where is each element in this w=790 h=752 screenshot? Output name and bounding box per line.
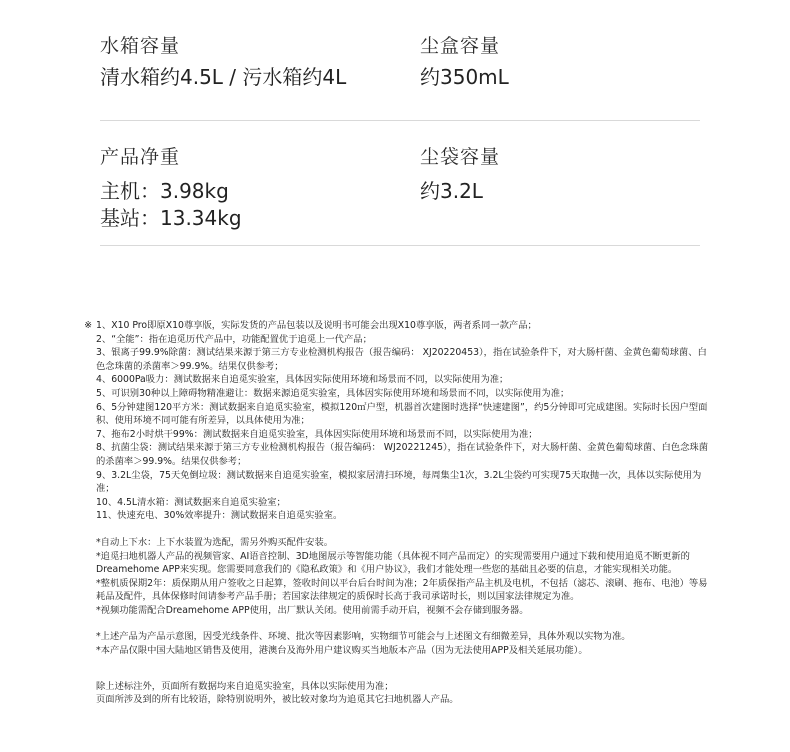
spec-label: 尘盒容量 — [420, 35, 501, 57]
note-item: *整机质保期2年：质保期从用户签收之日起算，签收时间以平台后台时间为准；2年质保指产品主机及电机，不包括（滤芯、滚刷、拖布、电池）等易耗品及配件，具体保修时间请参考产品手册；若国家法律规定的质保时长高于我司承诺时长，则以国家法律规定为准。 — [96, 577, 708, 603]
note-item: 8、抗菌尘袋：测试结果来源于第三方专业检测机构报告（报告编码： WJ20221245），指在试验条件下，对大肠杆菌、金黄色葡萄球菌、白色念珠菌的杀菌率＞99.9%。结果仅供参考； — [96, 442, 708, 467]
footer-line: 除上述标注外，页面所有数据均来自追觅实验室，具体以实际使用为准； — [96, 680, 394, 692]
note-item: *上述产品为产品示意图，因受光线条件、环境、批次等因素影响，实物细节可能会与上述图文有细微差异，具体外观以实物为准。 — [96, 631, 631, 643]
divider — [100, 120, 700, 121]
note-item: 7、拖布2小时烘干99%：测试数据来自追觅实验室，具体因实际使用环境和场景而不同，以实际使用为准； — [96, 428, 538, 440]
divider — [100, 245, 700, 246]
spec-dust-bag — [420, 145, 500, 205]
spec-water-tank — [100, 34, 346, 90]
spec-net-weight — [100, 145, 242, 232]
spec-dust-box — [420, 34, 509, 90]
note-item: 11、快速充电、30%效率提升：测试数据来自追觅实验室。 — [96, 510, 343, 522]
note-item: 10、4.5L清水箱：测试数据来自追觅实验室； — [96, 496, 286, 508]
reference-mark: ※ — [84, 320, 92, 331]
starred-notes-group-1 — [60, 536, 710, 618]
footer-notes — [60, 680, 710, 707]
note-item: *本产品仅限中国大陆地区销售及使用，港澳台及海外用户建议购买当地版本产品（因为无法使用APP及相关延展功能）。 — [96, 645, 588, 657]
spec-value-base: 基站：13.34kg — [100, 206, 242, 230]
note-item: 2、“全能”：指在追觅历代产品中，功能配置优于追觅上一代产品； — [96, 333, 372, 345]
note-item: 3、银离子99.9%除菌：测试结果来源于第三方专业检测机构报告（报告编码： XJ20220453），指在试验条件下，对大肠杆菌、金黄色葡萄球菌、白色念珠菌的杀菌率＞99.9%。结果仅供参考； — [96, 347, 707, 372]
numbered-notes — [60, 319, 710, 523]
footer-line: 页面所涉及到的所有比较语，除特别说明外，被比较对象均为追觅其它扫地机器人产品。 — [96, 694, 459, 706]
footnotes — [60, 319, 710, 707]
spec-value: 约350mL — [420, 65, 509, 89]
note-item: *视频功能需配合Dreamehome APP使用，出厂默认关闭。使用前需手动开启，视频不会存储到服务器。 — [96, 604, 529, 616]
spec-label: 产品净重 — [100, 146, 181, 168]
spec-value-host: 主机：3.98kg — [100, 179, 229, 203]
note-item: 9、3.2L尘袋，75天免倒垃圾：测试数据来自追觅实验室，模拟家居清扫环境，每周集尘1次，3.2L尘袋约可实现75天取抛一次，具体以实际使用为准； — [96, 469, 702, 495]
spec-value: 清水箱约4.5L / 污水箱约4L — [100, 65, 347, 89]
spec-value: 约3.2L — [420, 179, 483, 203]
note-item: *追觅扫地机器人产品的视频管家、AI语音控制、3D地图展示等智能功能（具体视不同产品而定）的实现需要用户通过下载和使用追觅不断更新的Dreamehome APP来实现。您需要同意我们的《隐私政策》和《用户协议》，我们才能处理一些您的基础且必要的信息，才能实现相关功能。 — [96, 550, 690, 576]
note-item: 5、可识别30种以上障碍物精准避让：数据来源追觅实验室，具体因实际使用环境和场景而不同，以实际使用为准； — [96, 387, 570, 399]
spec-label: 水箱容量 — [100, 35, 181, 57]
starred-notes-group-2 — [60, 630, 710, 657]
note-item: 4、6000Pa吸力：测试数据来自追觅实验室，具体因实际使用环境和场景而不同，以实际使用为准； — [96, 374, 509, 386]
note-item: 1、X10 Pro即原X10尊享版，实际发货的产品包装以及说明书可能会出现X10尊享版，两者系同一款产品； — [96, 320, 537, 331]
note-item: 6、5分钟建图120平方米：测试数据来自追觅实验室，模拟120㎡户型，机器首次建图时选择“快速建图”，约5分钟即可完成建图。实际时长因户型面积、使用环境不同可能有所差异，以具体使用为准； — [96, 401, 708, 427]
note-item: *自动上下水：上下水装置为选配，需另外购买配件安装。 — [96, 536, 334, 548]
spec-label: 尘袋容量 — [420, 146, 501, 168]
